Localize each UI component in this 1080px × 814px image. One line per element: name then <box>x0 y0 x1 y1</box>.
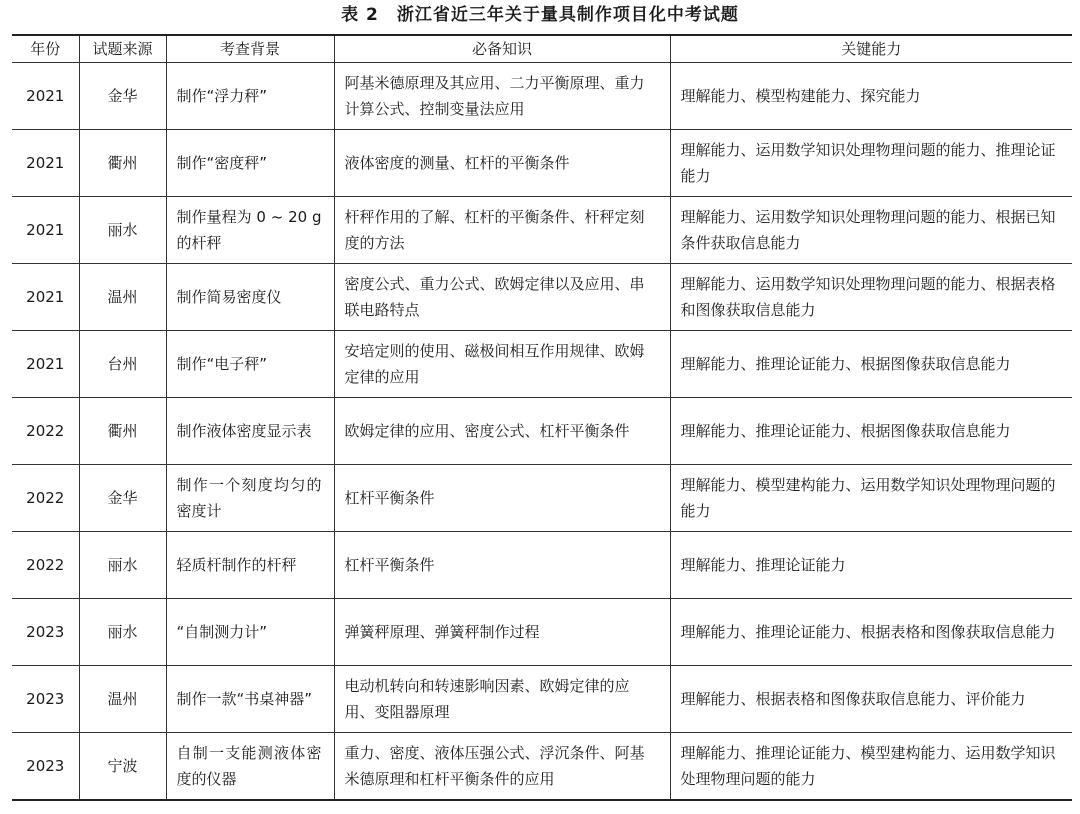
ability-cell: 理解能力、运用数学知识处理物理问题的能力、根据已知条件获取信息能力 <box>670 197 1072 264</box>
source-cell: 台州 <box>79 331 166 398</box>
background-cell: 制作“电子秤” <box>166 331 334 398</box>
knowledge-cell: 杠杆平衡条件 <box>334 532 670 599</box>
year-cell: 2021 <box>12 130 79 197</box>
source-cell: 温州 <box>79 264 166 331</box>
header-year: 年份 <box>12 35 79 63</box>
header-row <box>12 35 1072 63</box>
background-cell: 制作一款“书桌神器” <box>166 666 334 733</box>
header-ability: 关键能力 <box>670 35 1072 63</box>
knowledge-cell: 安培定则的使用、磁极间相互作用规律、欧姆定律的应用 <box>334 331 670 398</box>
knowledge-cell: 阿基米德原理及其应用、二力平衡原理、重力计算公式、控制变量法应用 <box>334 63 670 130</box>
knowledge-cell: 重力、密度、液体压强公式、浮沉条件、阿基米德原理和杠杆平衡条件的应用 <box>334 733 670 801</box>
table-title: 表 2 浙江省近三年关于量具制作项目化中考试题 <box>341 5 739 25</box>
knowledge-cell: 密度公式、重力公式、欧姆定律以及应用、串联电路特点 <box>334 264 670 331</box>
source-cell: 金华 <box>79 465 166 532</box>
table-row <box>12 63 1072 130</box>
year-cell: 2023 <box>12 599 79 666</box>
header-source: 试题来源 <box>79 35 166 63</box>
year-cell: 2021 <box>12 197 79 264</box>
knowledge-cell: 欧姆定律的应用、密度公式、杠杆平衡条件 <box>334 398 670 465</box>
ability-cell: 理解能力、推理论证能力、根据图像获取信息能力 <box>670 331 1072 398</box>
table-row <box>12 130 1072 197</box>
year-cell: 2022 <box>12 465 79 532</box>
knowledge-cell: 杠杆平衡条件 <box>334 465 670 532</box>
table-row <box>12 264 1072 331</box>
ability-cell: 理解能力、运用数学知识处理物理问题的能力、推理论证能力 <box>670 130 1072 197</box>
ability-cell: 理解能力、根据表格和图像获取信息能力、评价能力 <box>670 666 1072 733</box>
background-cell: 制作一个刻度均匀的密度计 <box>166 465 334 532</box>
ability-cell: 理解能力、推理论证能力、根据图像获取信息能力 <box>670 398 1072 465</box>
background-cell: “自制测力计” <box>166 599 334 666</box>
knowledge-cell: 弹簧秤原理、弹簧秤制作过程 <box>334 599 670 666</box>
ability-cell: 理解能力、推理论证能力 <box>670 532 1072 599</box>
background-cell: 制作液体密度显示表 <box>166 398 334 465</box>
year-cell: 2023 <box>12 733 79 801</box>
background-cell: 自制一支能测液体密度的仪器 <box>166 733 334 801</box>
knowledge-cell: 电动机转向和转速影响因素、欧姆定律的应用、变阻器原理 <box>334 666 670 733</box>
ability-cell: 理解能力、推理论证能力、模型建构能力、运用数学知识处理物理问题的能力 <box>670 733 1072 801</box>
ability-cell: 理解能力、推理论证能力、根据表格和图像获取信息能力 <box>670 599 1072 666</box>
header-knowledge: 必备知识 <box>334 35 670 63</box>
year-cell: 2021 <box>12 63 79 130</box>
source-cell: 温州 <box>79 666 166 733</box>
source-cell: 衢州 <box>79 130 166 197</box>
background-cell: 制作“浮力秤” <box>166 63 334 130</box>
year-cell: 2021 <box>12 331 79 398</box>
background-cell: 制作“密度秤” <box>166 130 334 197</box>
background-cell: 制作简易密度仪 <box>166 264 334 331</box>
background-cell: 轻质杆制作的杆秤 <box>166 532 334 599</box>
ability-cell: 理解能力、模型建构能力、运用数学知识处理物理问题的能力 <box>670 465 1072 532</box>
table-row <box>12 398 1072 465</box>
ability-cell: 理解能力、运用数学知识处理物理问题的能力、根据表格和图像获取信息能力 <box>670 264 1072 331</box>
year-cell: 2023 <box>12 666 79 733</box>
source-cell: 丽水 <box>79 197 166 264</box>
knowledge-cell: 杆秤作用的了解、杠杆的平衡条件、杆秤定刻度的方法 <box>334 197 670 264</box>
year-cell: 2022 <box>12 398 79 465</box>
table-row <box>12 331 1072 398</box>
source-cell: 丽水 <box>79 532 166 599</box>
exam-table <box>12 34 1072 801</box>
source-cell: 丽水 <box>79 599 166 666</box>
table-row <box>12 733 1072 801</box>
table-row <box>12 532 1072 599</box>
source-cell: 金华 <box>79 63 166 130</box>
ability-cell: 理解能力、模型构建能力、探究能力 <box>670 63 1072 130</box>
table-row <box>12 666 1072 733</box>
year-cell: 2021 <box>12 264 79 331</box>
background-cell: 制作量程为 0 ~ 20 g 的杆秤 <box>166 197 334 264</box>
knowledge-cell: 液体密度的测量、杠杆的平衡条件 <box>334 130 670 197</box>
source-cell: 衢州 <box>79 398 166 465</box>
source-cell: 宁波 <box>79 733 166 801</box>
table-row <box>12 197 1072 264</box>
table-row <box>12 599 1072 666</box>
header-background: 考查背景 <box>166 35 334 63</box>
table-row <box>12 465 1072 532</box>
year-cell: 2022 <box>12 532 79 599</box>
